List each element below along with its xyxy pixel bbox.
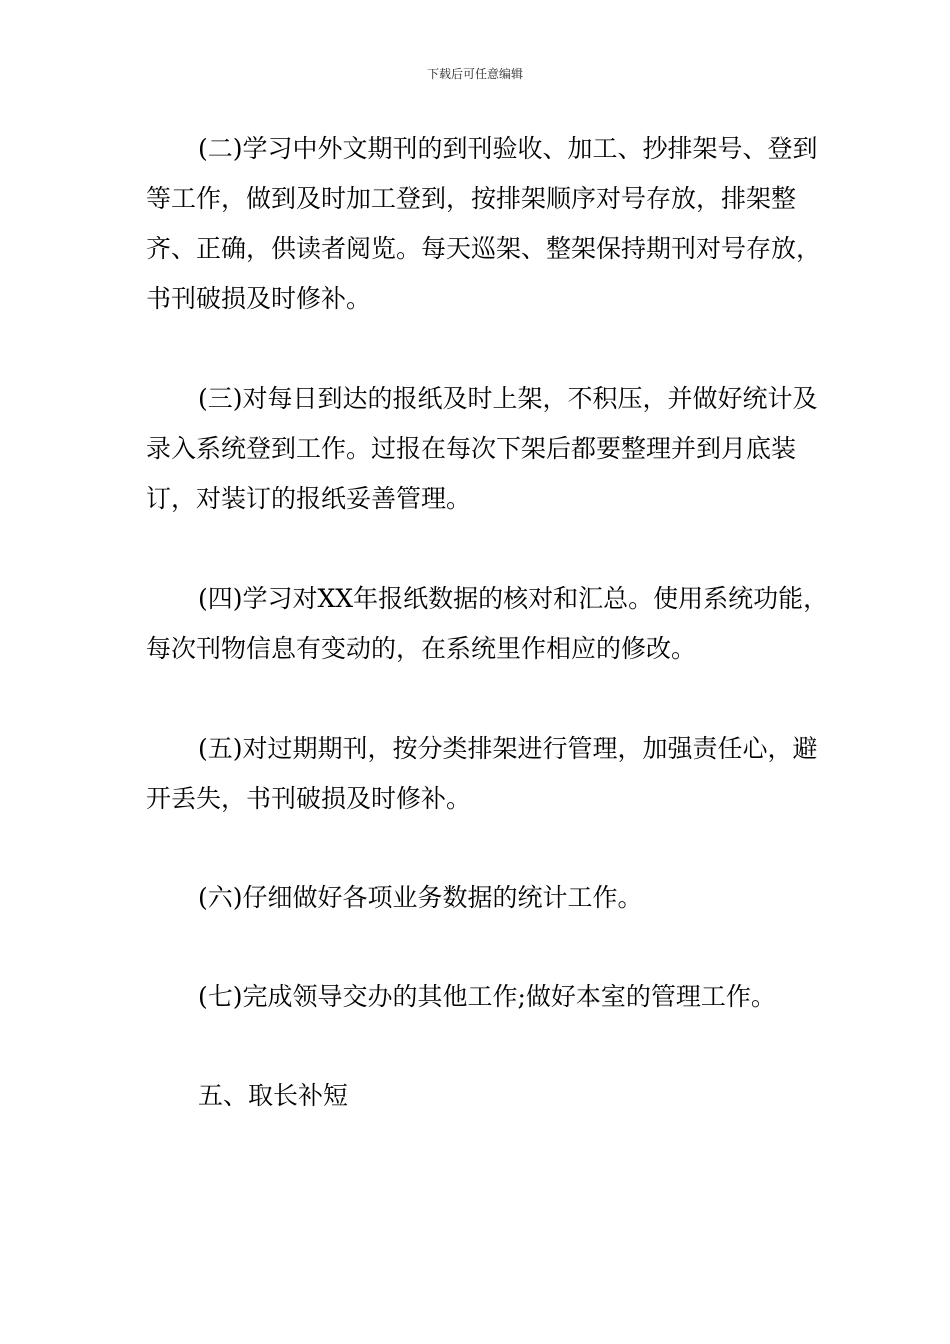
paragraph-2: (二)学习中外文期刊的到刊验收、加工、抄排架号、登到等工作，做到及时加工登到，按排架顺序对号存放，排架整齐、正确，供读者阅览。每天巡架、整架保持期刊对号存放，书刊破损及时修补。	[146, 134, 822, 313]
paragraph-5: (五)对过期期刊，按分类排架进行管理，加强责任心，避开丢失，书刊破损及时修补。	[146, 734, 818, 813]
document-body	[146, 124, 832, 1121]
page-header: 下载后可任意编辑	[426, 67, 523, 81]
section-heading: 五、取长补短	[198, 1081, 349, 1110]
paragraph-3: (三)对每日到达的报纸及时上架，不积压，并做好统计及录入系统登到工作。过报在每次下架后都要整理并到月底装订，对装订的报纸妥善管理。	[146, 384, 818, 513]
paragraph-4: (四)学习对XX年报纸数据的核对和汇总。使用系统功能，每次刊物信息有变动的，在系统里作相应的修改。	[146, 584, 829, 663]
paragraph-7: (七)完成领导交办的其他工作;做好本室的管理工作。	[198, 982, 776, 1011]
paragraph-6: (六)仔细做好各项业务数据的统计工作。	[198, 883, 643, 912]
